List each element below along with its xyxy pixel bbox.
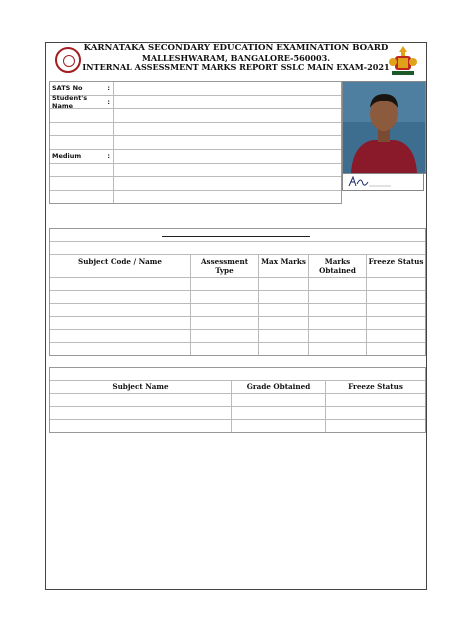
col-marks-obtained: Marks Obtained [309,255,367,277]
state-emblem-icon [388,44,418,78]
sats-value [114,82,341,95]
table-row [50,304,425,317]
info-row-blank [50,191,341,204]
section-underline [162,236,310,237]
sats-label: SATS No [52,84,83,93]
name-value [114,96,341,109]
table-row [50,394,425,407]
medium-value [114,150,341,163]
sats-colon: : [107,84,110,93]
info-row-blank [50,123,341,137]
table-row [50,317,425,330]
student-info-block [49,81,342,204]
info-row-blank [50,136,341,150]
board-name: KARNATAKA SECONDARY EDUCATION EXAMINATION BOARD [83,43,389,53]
col-max-marks: Max Marks [259,255,309,277]
table-row [50,242,425,255]
col-assessment-type: Assessment Type [191,255,259,277]
col-subject-name: Subject Name [50,381,232,393]
table-row [50,407,425,420]
name-label: Student's Name [52,93,88,110]
name-colon: : [107,97,110,106]
table-row [50,368,425,381]
marks-table [49,228,426,356]
col-freeze-status: Freeze Status [368,257,424,266]
student-photo [342,81,426,174]
medium-label: Medium [52,152,82,161]
col-grade-obtained: Grade Obtained [232,381,326,393]
info-row-blank [50,164,341,178]
medium-row [50,150,341,164]
marks-report-sheet [45,42,427,590]
report-header [46,43,426,79]
grade-table [49,367,426,433]
medium-colon: : [107,152,110,161]
grade-header-row [50,381,425,394]
info-row-blank [50,109,341,123]
table-row [50,278,425,291]
table-row [50,330,425,343]
col-freeze-status: Freeze Status [348,382,403,391]
table-row [50,291,425,304]
signature-box [342,173,424,191]
marks-header-row [50,255,425,278]
report-title: INTERNAL ASSESSMENT MARKS REPORT SSLC MAIN EXAM-2021 [82,62,390,73]
table-row [50,343,425,355]
board-address: MALLESHWARAM, BANGALORE-560003. [141,52,331,63]
info-row-blank [50,177,341,191]
col-subject-code: Subject Code / Name [50,255,191,277]
name-row [50,93,341,110]
table-row [50,420,425,432]
